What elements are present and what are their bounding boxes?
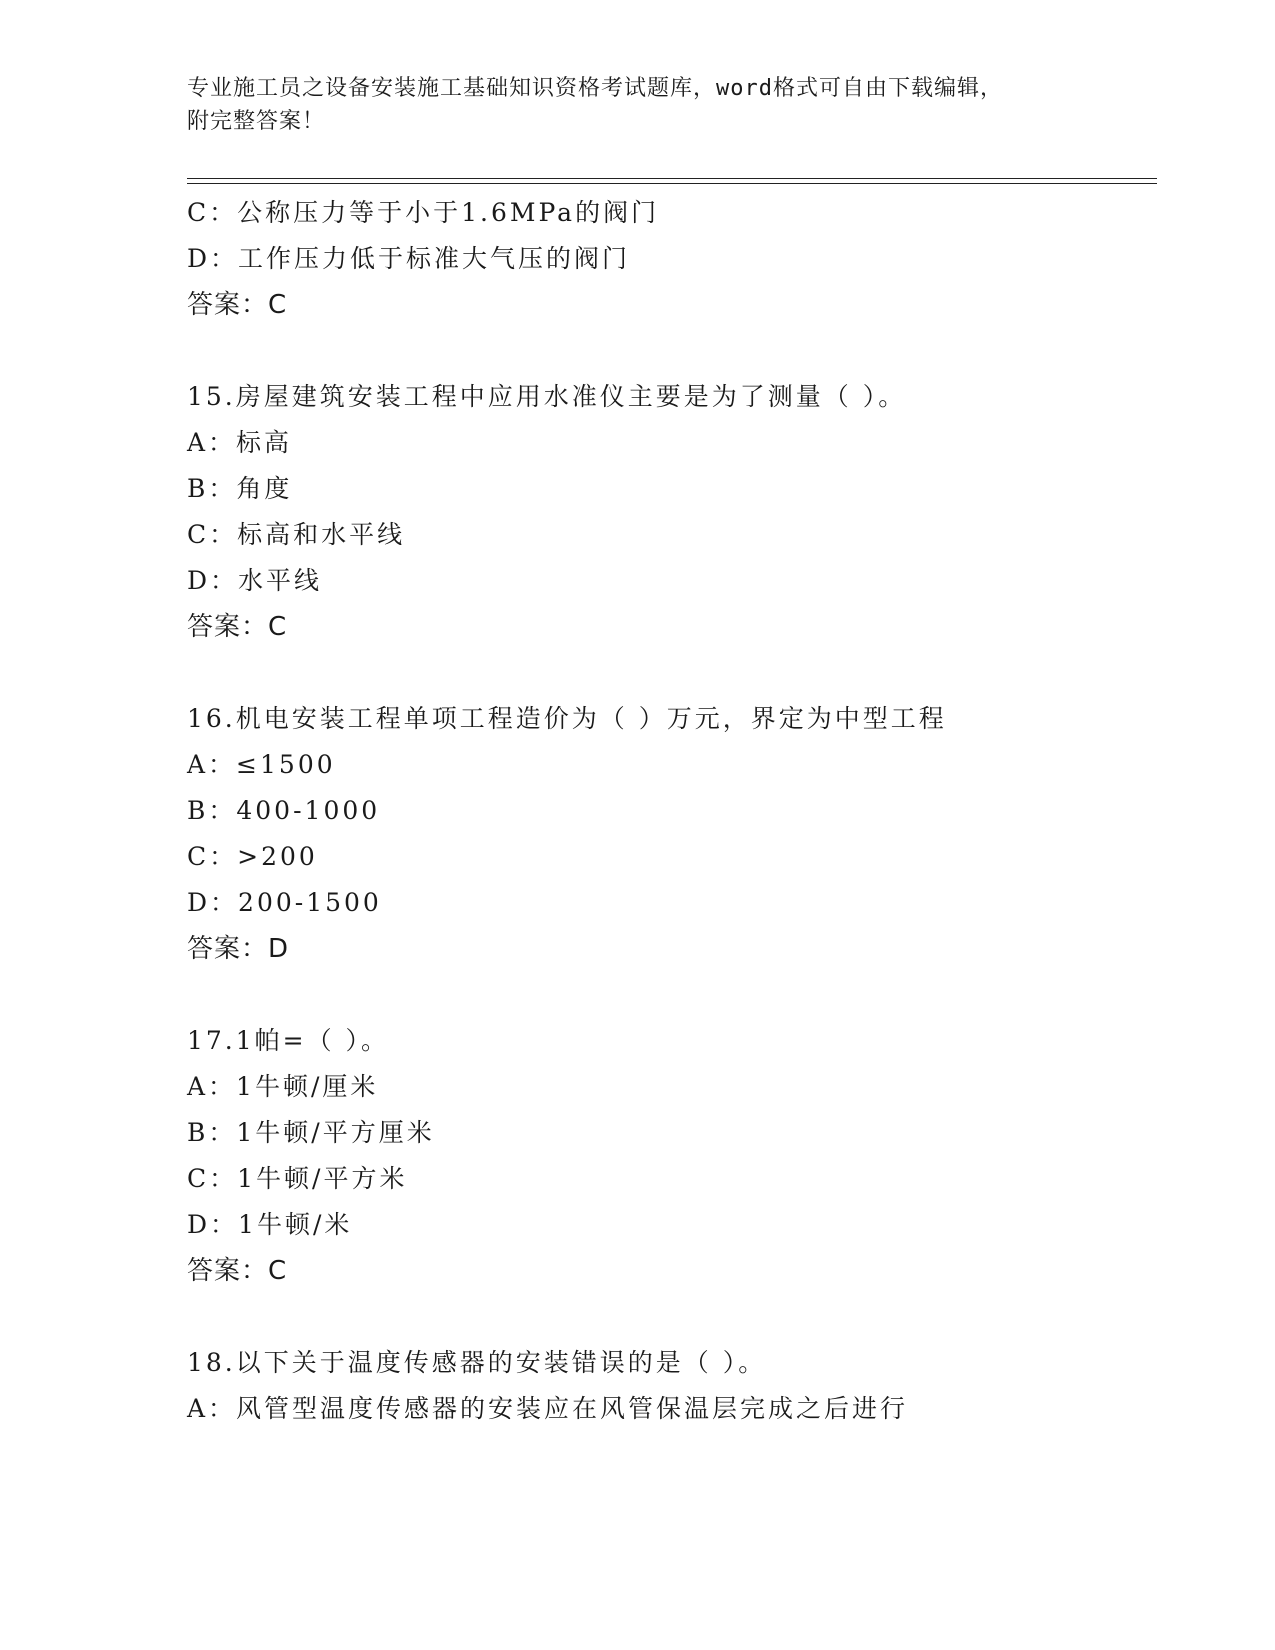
- question-stem: 17.1帕=（ ）。: [187, 1026, 390, 1055]
- option-c: C：1牛顿/平方米: [187, 1164, 408, 1193]
- page-content: [187, 190, 1167, 1432]
- question-17: [187, 1018, 1167, 1294]
- question-15: [187, 374, 1167, 650]
- option-c: C：标高和水平线: [187, 520, 406, 549]
- header-rule-bottom: [187, 183, 1157, 184]
- answer: 答案：C: [187, 290, 288, 320]
- header-line-2: 附完整答案！: [187, 109, 326, 134]
- option-d: D：1牛顿/米: [187, 1210, 353, 1239]
- question-stem: 16.机电安装工程单项工程造价为（ ）万元，界定为中型工程: [187, 704, 947, 733]
- question-18: [187, 1340, 1167, 1432]
- option-a: A：1牛顿/厘米: [187, 1072, 379, 1101]
- option-c: C：>200: [187, 842, 318, 871]
- option-a: A：风管型温度传感器的安装应在风管保温层完成之后进行: [187, 1394, 909, 1423]
- question-stem: 15.房屋建筑安装工程中应用水准仪主要是为了测量（ ）。: [187, 382, 907, 411]
- question-14-continued: [187, 190, 1167, 328]
- option-c: C：公称压力等于小于1.6MPa的阀门: [187, 198, 660, 227]
- option-d: D：200-1500: [187, 888, 382, 917]
- option-b: B：角度: [187, 474, 293, 503]
- option-b: B：1牛顿/平方厘米: [187, 1118, 435, 1147]
- answer: 答案：C: [187, 612, 288, 642]
- option-b: B：400-1000: [187, 796, 381, 825]
- option-d: D：工作压力低于标准大气压的阀门: [187, 244, 631, 273]
- answer: 答案：C: [187, 1256, 288, 1286]
- page-header: [187, 72, 1087, 138]
- question-stem: 18.以下关于温度传感器的安装错误的是（ ）。: [187, 1348, 767, 1377]
- answer: 答案：D: [187, 934, 290, 964]
- option-a: A：标高: [187, 428, 293, 457]
- header-line-1: 专业施工员之设备安装施工基础知识资格考试题库，word格式可自由下载编辑，: [187, 76, 1003, 101]
- option-a: A：≤1500: [187, 750, 336, 779]
- header-rule-top: [187, 178, 1157, 179]
- option-d: D：水平线: [187, 566, 323, 595]
- question-16: [187, 696, 1167, 972]
